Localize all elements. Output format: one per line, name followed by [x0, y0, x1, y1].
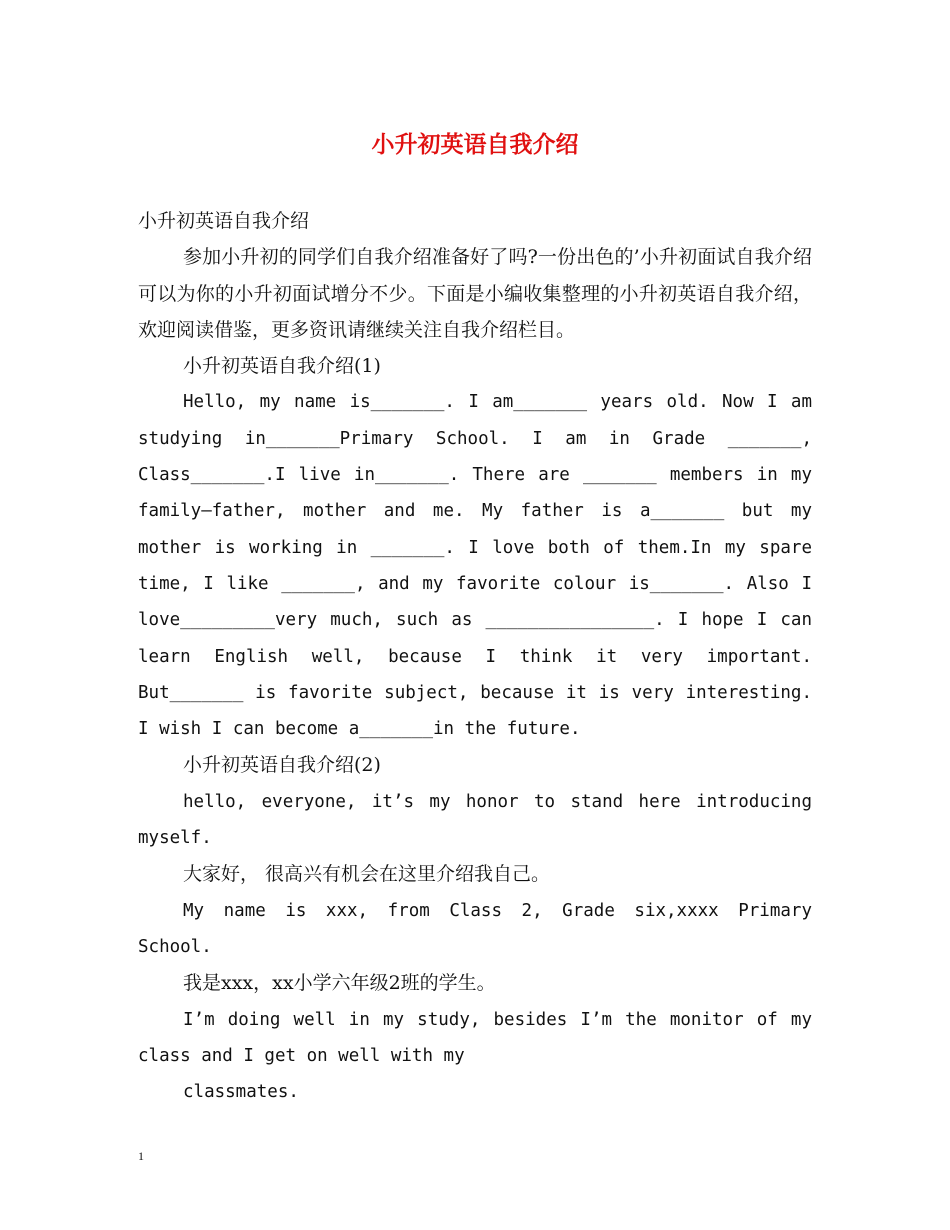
- page-number: 1: [138, 1149, 144, 1163]
- section-1-paragraph: Hello, my name is_______. I am_______ years old. Now I am studying in_______Primary School. I am in Grade _______, Class_______.I live in_______. There are _______ members in my family—father, mother and me. My father is a_______ but my mother is working in _______. I love both of them.In my spare time, I like _______, and my favorite colour is_______. Also I love_________very much, such as ________________. I hope I can learn English well, because I think it very important. But_______ is favorite subject, because it is very interesting. I wish I can become a_______in the future.: [138, 392, 812, 740]
- section-2-english-line-3: I’m doing well in my study, besides I’m the monitor of my class and I get on well with my: [138, 1009, 812, 1066]
- section-1-heading: 小升初英语自我介绍(1): [183, 355, 381, 378]
- document-body: [138, 203, 812, 1110]
- section-2-english-line-4: classmates.: [183, 1082, 299, 1103]
- intro-paragraph: 参加小升初的同学们自我介绍准备好了吗?一份出色的’小升初面试自我介绍可以为你的小升初面试增分不少。下面是小编收集整理的小升初英语自我介绍，欢迎阅读借鉴，更多资讯请继续关注自我介绍栏目。: [138, 246, 812, 341]
- section-2-english-line-2: My name is xxx, from Class 2, Grade six,xxxx Primary School.: [138, 900, 812, 957]
- intro-heading: 小升初英语自我介绍: [138, 210, 310, 232]
- section-2-chinese-line-1: 大家好， 很高兴有机会在这里介绍我自己。: [183, 863, 551, 886]
- section-2-english-line-1: hello, everyone, it’s my honor to stand here introducing myself.: [138, 791, 812, 849]
- section-2-heading: 小升初英语自我介绍(2): [183, 754, 381, 777]
- document-title: 小升初英语自我介绍: [371, 131, 579, 158]
- section-2-chinese-line-2: 我是xxx，xx小学六年级2班的学生。: [183, 972, 496, 995]
